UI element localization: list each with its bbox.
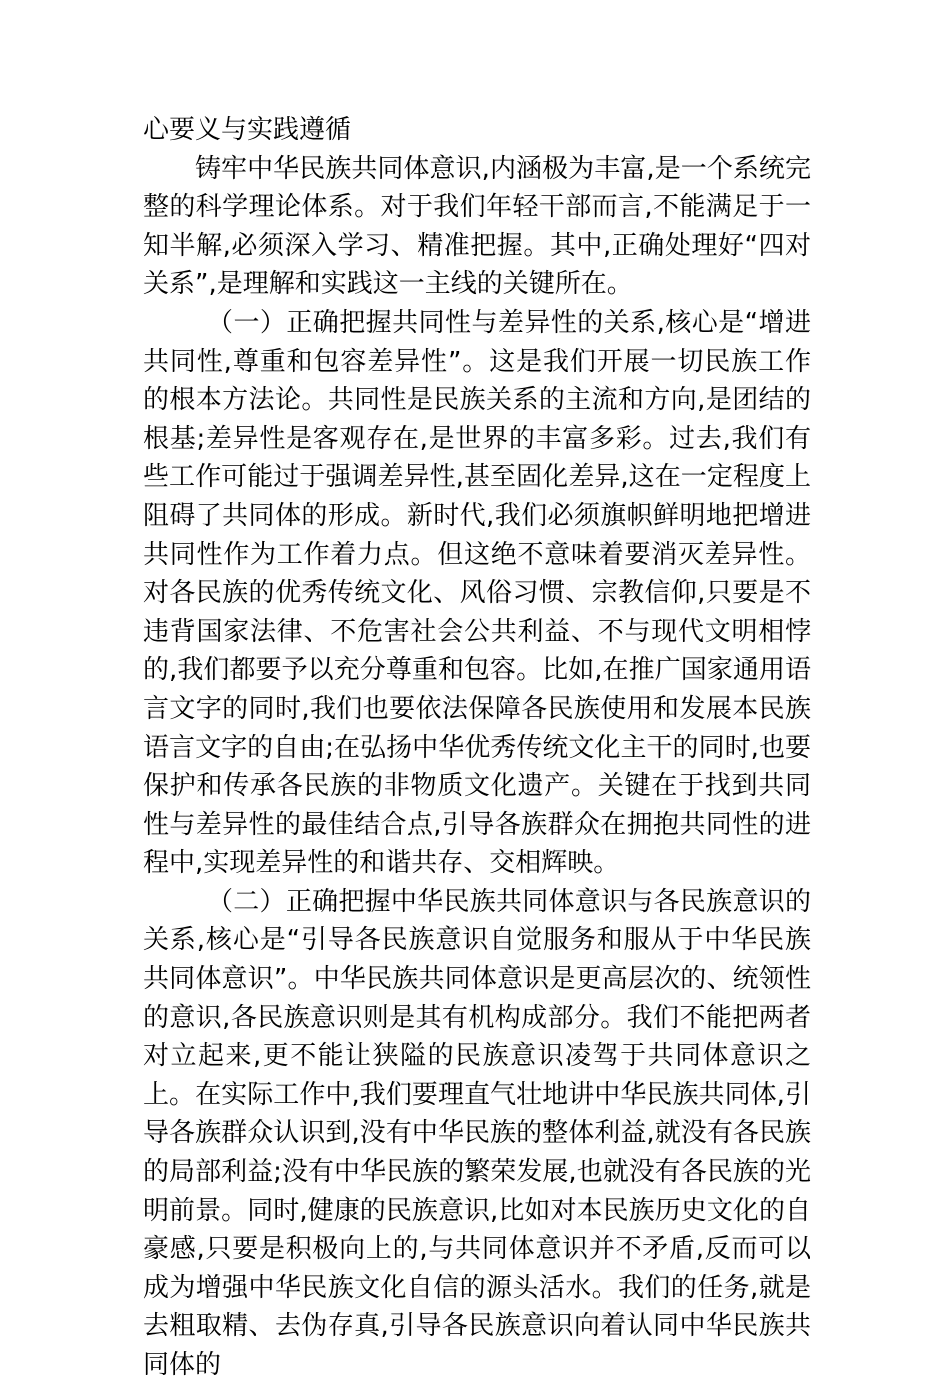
- point-one-paragraph: （一）正确把握共同性与差异性的关系,核心是“增进共同性,尊重和包容差异性”。这是我们开展一切民族工作的根本方法论。共同性是民族关系的主流和方向,是团结的根基;差异性是客观存在,是世界的丰富多彩。过去,我们有些工作可能过于强调差异性,甚至固化差异,这在一定程度上阻碍了共同体的形成。新时代,我们必须旗帜鲜明地把增进共同性作为工作着力点。但这绝不意味着要消灭差异性。对各民族的优秀传统文化、风俗习惯、宗教信仰,只要是不违背国家法律、不危害社会公共利益、不与现代文明相悖的,我们都要予以充分尊重和包容。比如,在推广国家通用语言文字的同时,我们也要依法保障各民族使用和发展本民族语言文字的自由;在弘扬中华优秀传统文化主干的同时,也要保护和传承各民族的非物质文化遗产。关键在于找到共同性与差异性的最佳结合点,引导各族群众在拥抱共同性的进程中,实现差异性的和谐共存、交相辉映。: [143, 307, 811, 879]
- document-body: [143, 111, 811, 1385]
- intro-paragraph: 铸牢中华民族共同体意识,内涵极为丰富,是一个系统完整的科学理论体系。对于我们年轻干部而言,不能满足于一知半解,必须深入学习、精准把握。其中,正确处理好“四对关系”,是理解和实践这一主线的关键所在。: [143, 153, 811, 300]
- point-two-paragraph: （二）正确把握中华民族共同体意识与各民族意识的关系,核心是“引导各民族意识自觉服务和服从于中华民族共同体意识”。中华民族共同体意识是更高层次的、统领性的意识,各民族意识则是其有机构成部分。我们不能把两者对立起来,更不能让狭隘的民族意识凌驾于共同体意识之上。在实际工作中,我们要理直气壮地讲中华民族共同体,引导各族群众认识到,没有中华民族的整体利益,就没有各民族的局部利益;没有中华民族的繁荣发展,也就没有各民族的光明前景。同时,健康的民族意识,比如对本民族历史文化的自豪感,只要是积极向上的,与共同体意识并不矛盾,反而可以成为增强中华民族文化自信的源头活水。我们的任务,就是去粗取精、去伪存真,引导各民族意识向着认同中华民族共同体的: [143, 886, 811, 1380]
- section-heading-tail: 心要义与实践遵循: [143, 115, 352, 145]
